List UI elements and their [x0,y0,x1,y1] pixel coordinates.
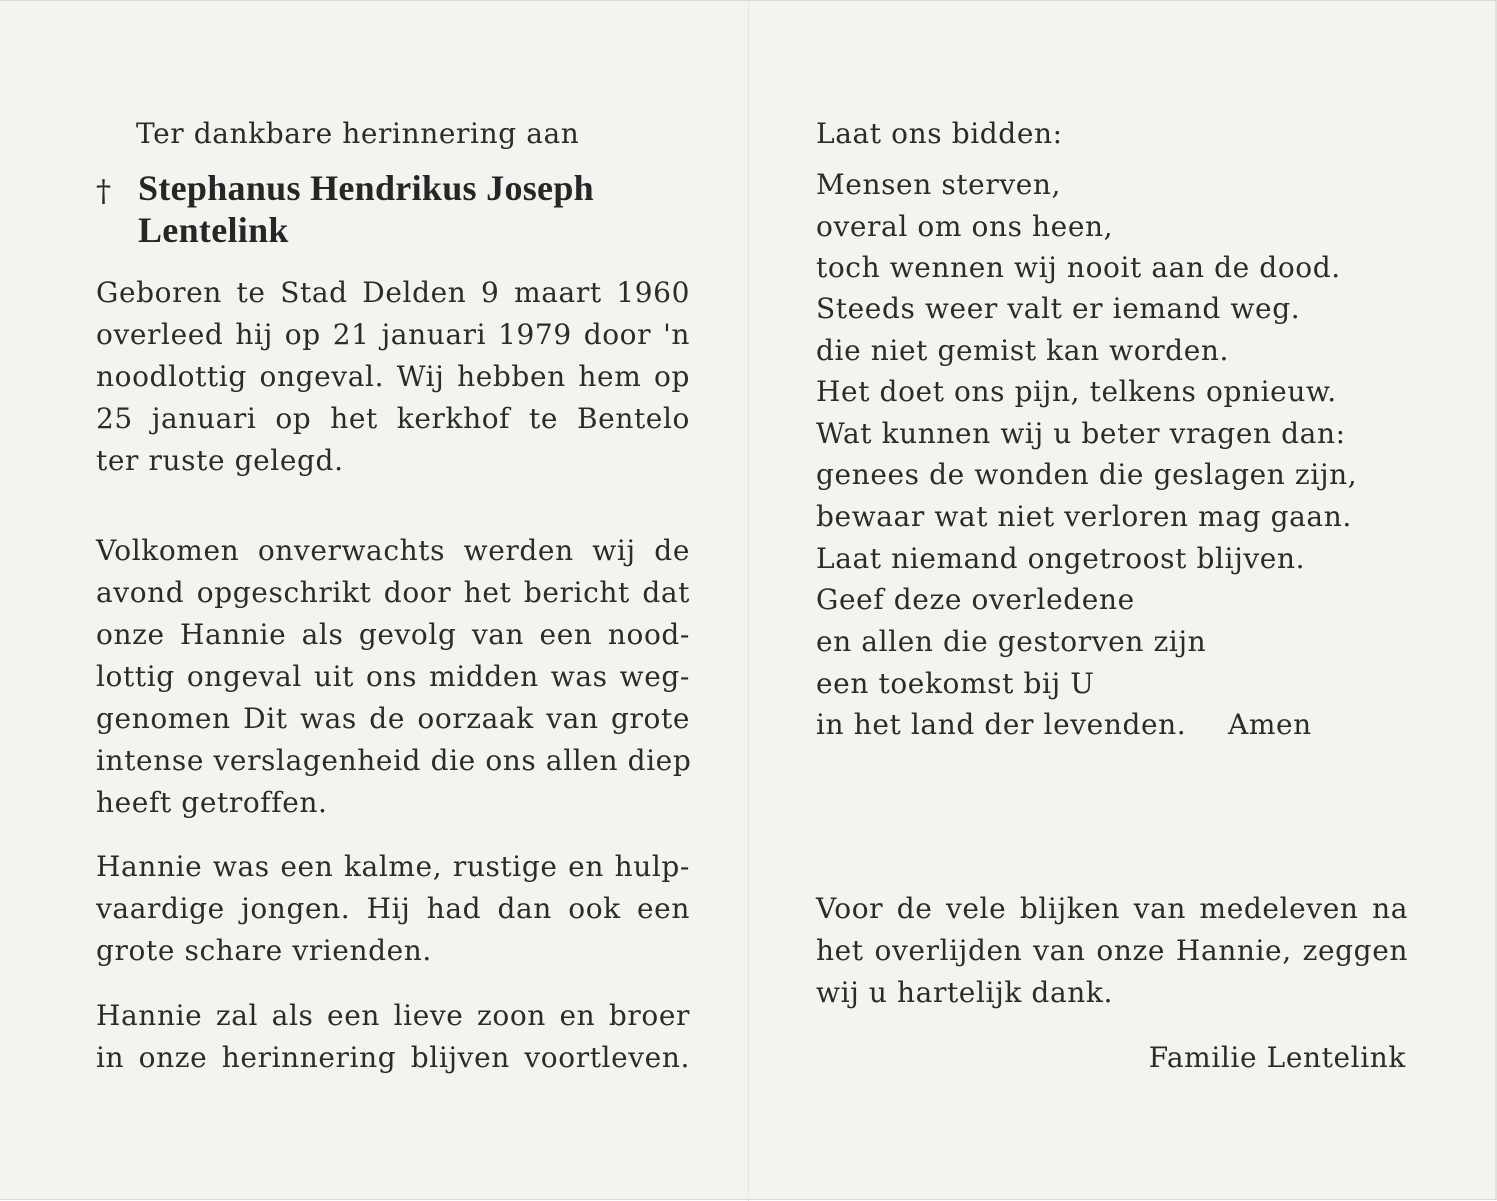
thanks-line: het overlijden van onze Hannie, zeggen [816,934,1408,967]
thanks-line: wij u hartelijk dank. [816,976,1113,1009]
grief-paragraph-line: onze Hannie als gevolg van een nood- [96,618,690,651]
prayer-line: in het land der levenden. [816,708,1187,741]
prayer-line: Laat niemand ongetroost blijven. [816,542,1306,575]
grief-paragraph-line: avond opgeschrikt door het bericht dat [96,576,690,609]
prayer-line: bewaar wat niet verloren mag gaan. [816,500,1352,533]
prayer-line: toch wennen wij nooit aan de dood. [816,251,1341,284]
birth-paragraph-line: 25 januari op het kerkhof te Bentelo [96,402,690,435]
birth-paragraph-line: ter ruste gelegd. [96,444,344,477]
character-paragraph-line: Hannie was een kalme, rustige en hulp- [96,850,690,883]
memory-paragraph-line: Hannie zal als een lieve zoon en broer [96,999,690,1032]
cross-icon: † [96,174,111,209]
character-paragraph-line: grote schare vrienden. [96,934,432,967]
memory-paragraph-line: in onze herinnering blijven voortleven. [96,1041,690,1074]
prayer-title: Laat ons bidden: [816,117,1063,150]
grief-paragraph-line: intense verslagenheid die ons allen diep [96,744,692,777]
grief-paragraph-line: Volkomen onverwachts werden wij de [96,534,690,567]
thanks-line: Voor de vele blijken van medeleven na [816,892,1408,925]
prayer-line: een toekomst bij U [816,667,1095,700]
character-paragraph-line: vaardige jongen. Hij had dan ook een [96,892,690,925]
card-fold-line [748,1,749,1201]
prayer-line: en allen die gestorven zijn [816,625,1207,658]
prayer-line: overal om ons heen, [816,210,1114,243]
prayer-line: genees de wonden die geslagen zijn, [816,458,1358,491]
deceased-name-line2: Lentelink [138,210,289,250]
prayer-line: Geef deze overledene [816,583,1135,616]
prayer-line: die niet gemist kan worden. [816,334,1230,367]
prayer-line: Steeds weer valt er iemand weg. [816,292,1301,325]
grief-paragraph-line: heeft getroffen. [96,786,328,819]
prayer-line: Het doet ons pijn, telkens opnieuw. [816,375,1337,408]
prayer-line: Wat kunnen wij u beter vragen dan: [816,417,1346,450]
prayer-line: Mensen sterven, [816,168,1062,201]
family-signature: Familie Lentelink [1148,1041,1406,1074]
intro-text: Ter dankbare herinnering aan [136,117,580,150]
birth-paragraph-line: overleed hij op 21 januari 1979 door 'n [96,318,690,351]
birth-paragraph-line: noodlottig ongeval. Wij hebben hem op [96,360,690,393]
grief-paragraph-line: genomen Dit was de oorzaak van grote [96,702,690,735]
deceased-name-line1: Stephanus Hendrikus Joseph [138,168,594,208]
birth-paragraph-line: Geboren te Stad Delden 9 maart 1960 [96,276,690,309]
prayer-closing-row [816,704,1408,746]
amen-text: Amen [1228,708,1312,741]
grief-paragraph-line: lottig ongeval uit ons midden was weg- [96,660,690,693]
